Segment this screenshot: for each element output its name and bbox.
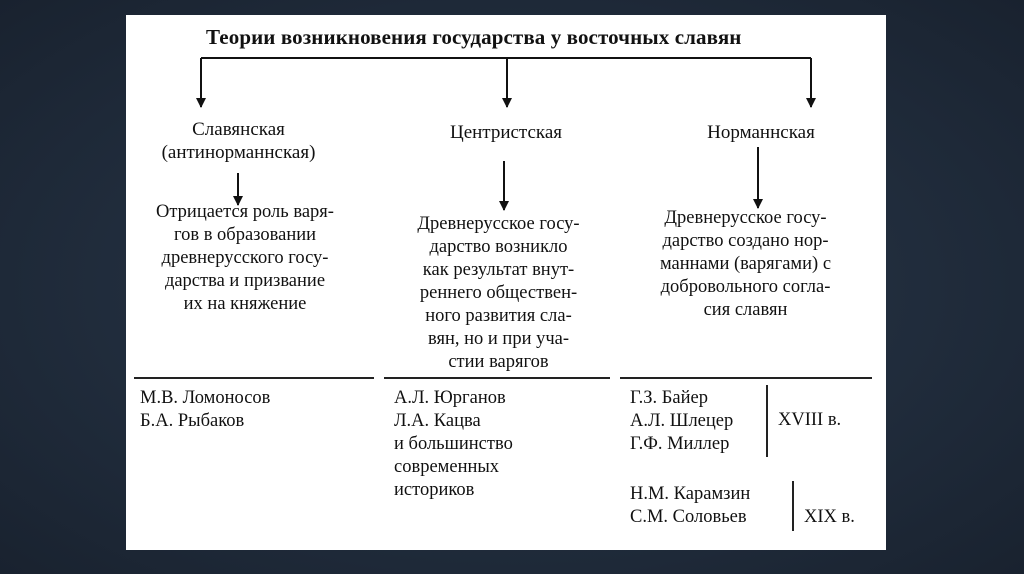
description-line: ного развития сла- <box>425 306 572 326</box>
author: Л.А. Кацва <box>394 411 481 431</box>
theory-norman-description <box>623 207 868 322</box>
theory-slavic-description <box>126 201 364 316</box>
author: и большинство <box>394 434 513 454</box>
bracket-bar <box>792 481 794 531</box>
description-line: маннами (варягами) с <box>659 254 832 274</box>
author: С.М. Соловьев <box>630 507 747 527</box>
theory-slavic-name <box>131 118 346 164</box>
description-line: Древнерусское госу- <box>664 208 827 228</box>
divider <box>134 377 374 379</box>
author: А.Л. Шлецер <box>630 411 734 431</box>
divider <box>620 377 872 379</box>
author: историков <box>394 480 475 500</box>
century-label: XVIII в. <box>778 410 842 430</box>
theory-centrist-description <box>381 213 616 374</box>
description-line: дарства и призвание <box>164 271 326 291</box>
theory-name-line: (антинорманнская) <box>161 142 316 163</box>
theory-norman-name <box>666 121 856 144</box>
author: Б.А. Рыбаков <box>140 411 245 431</box>
description-line: реннего обществен- <box>419 283 578 303</box>
author: Г.З. Байер <box>630 388 708 408</box>
description-line: вян, но и при уча- <box>427 329 570 349</box>
description-line: Древнерусское госу- <box>417 214 580 234</box>
theory-norman-authors-18c <box>630 387 733 456</box>
theory-centrist-name <box>406 121 606 144</box>
description-line: добровольного согла- <box>660 277 831 297</box>
author: Г.Ф. Миллер <box>630 434 730 454</box>
theory-slavic-authors <box>140 387 270 433</box>
description-line: сия славян <box>703 300 788 320</box>
theory-name-line: Славянская <box>192 119 285 140</box>
diagram-title: Теории возникновения государства у восточных славян <box>206 25 742 49</box>
theory-name-line: Центристская <box>449 122 563 143</box>
author: А.Л. Юрганов <box>394 388 506 408</box>
theory-centrist-authors <box>394 387 513 502</box>
century-label: XIX в. <box>804 507 855 527</box>
author: Н.М. Карамзин <box>630 484 751 504</box>
description-line: дарство возникло <box>429 237 568 257</box>
divider <box>384 377 610 379</box>
theory-name-line: Норманнская <box>707 122 815 143</box>
description-line: гов в образовании <box>173 225 317 245</box>
description-line: дарство создано нор- <box>662 231 829 251</box>
author: современных <box>394 457 500 477</box>
diagram-sheet <box>126 15 886 550</box>
description-line: Отрицается роль варя- <box>156 202 334 222</box>
author: М.В. Ломоносов <box>140 388 271 408</box>
description-line: древнерусского госу- <box>161 248 329 268</box>
theory-norman-authors-19c <box>630 483 750 529</box>
description-line: как результат внут- <box>422 260 575 280</box>
description-line: стии варягов <box>448 352 549 372</box>
description-line: их на княжение <box>183 294 307 314</box>
bracket-bar <box>766 385 768 457</box>
